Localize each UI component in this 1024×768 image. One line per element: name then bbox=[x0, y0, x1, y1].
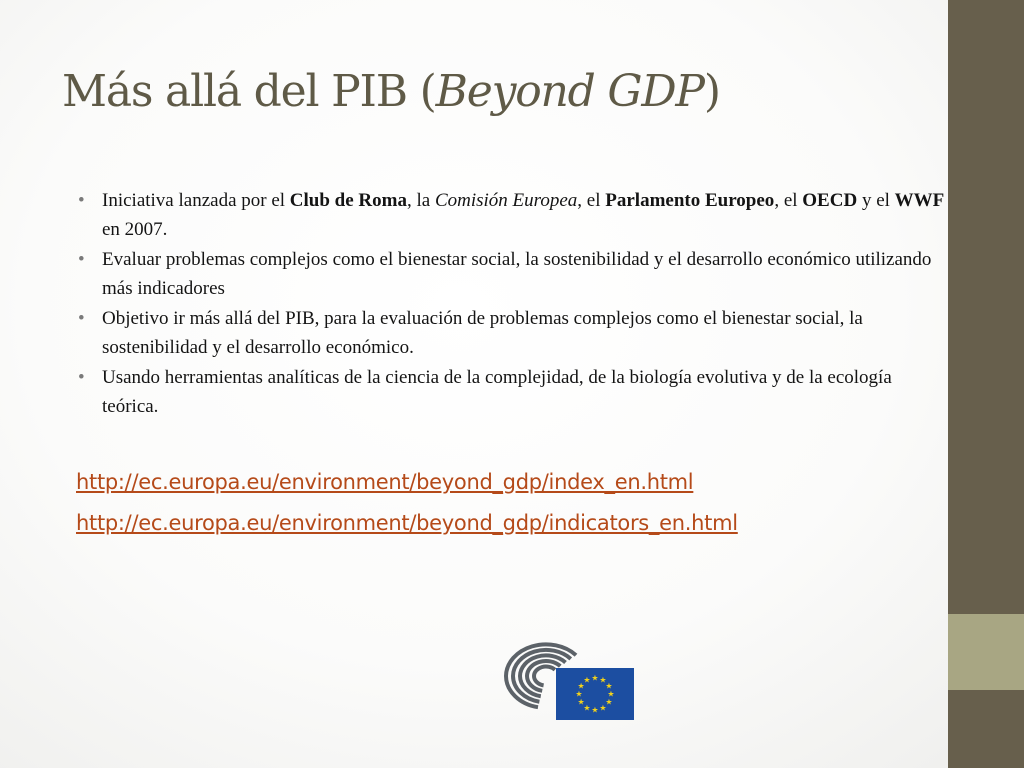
eu-star-icon: ★ bbox=[577, 697, 585, 707]
bullet-text: Usando herramientas analíticas de la ciencia de la complejidad, de la biología evolutiva y de la ecología teórica. bbox=[102, 367, 892, 417]
bullet-text: , el bbox=[774, 190, 803, 211]
eu-star-icon: ★ bbox=[583, 703, 591, 713]
bullet-item bbox=[78, 363, 946, 421]
bullet-dot-icon: • bbox=[78, 308, 85, 329]
title-main: Más allá del PIB ( bbox=[62, 66, 436, 117]
eu-star-icon: ★ bbox=[591, 673, 599, 683]
bullet-text: , el bbox=[577, 190, 606, 211]
eu-star-icon: ★ bbox=[583, 675, 591, 685]
bullet-dot-icon: • bbox=[78, 190, 85, 211]
bullet-text: Objetivo ir más allá del PIB, para la evaluación de problemas complejos como el bienestar social, la sostenibilidad y el desarrollo económico. bbox=[102, 308, 863, 358]
bullet-item bbox=[78, 186, 946, 244]
eu-star-icon: ★ bbox=[577, 681, 585, 691]
bullet-text: Iniciativa lanzada por el bbox=[102, 190, 290, 211]
european-parliament-logo bbox=[458, 622, 638, 722]
slide-title bbox=[62, 66, 720, 117]
title-close: ) bbox=[703, 66, 720, 117]
bullet-item bbox=[78, 304, 946, 362]
eu-star-icon: ★ bbox=[599, 675, 607, 685]
bullet-item bbox=[78, 245, 946, 303]
bullet-text: Parlamento Europeo bbox=[605, 190, 775, 211]
bullet-text: y el bbox=[857, 190, 895, 211]
eu-star-icon: ★ bbox=[605, 697, 613, 707]
link-beyond-gdp-index[interactable]: http://ec.europa.eu/environment/beyond_gdp/index_en.html bbox=[76, 470, 694, 494]
bullet-text: WWF bbox=[894, 190, 945, 211]
eu-star-icon: ★ bbox=[599, 703, 607, 713]
title-italic: Beyond GDP bbox=[435, 66, 704, 117]
eu-star-icon: ★ bbox=[591, 705, 599, 715]
link-list bbox=[76, 462, 738, 544]
link-beyond-gdp-indicators[interactable]: http://ec.europa.eu/environment/beyond_gdp/indicators_en.html bbox=[76, 511, 738, 535]
bullet-text: en 2007. bbox=[102, 219, 168, 240]
bullet-dot-icon: • bbox=[78, 367, 85, 388]
bullet-text: Comisión Europea bbox=[434, 190, 578, 211]
bullet-text: OECD bbox=[802, 190, 858, 211]
bullet-text: Club de Roma bbox=[289, 190, 407, 211]
side-bar-accent bbox=[948, 614, 1024, 690]
bullet-text: Evaluar problemas complejos como el bienestar social, la sostenibilidad y el desarrollo económico utilizando más indicadores bbox=[102, 249, 932, 299]
eu-star-icon: ★ bbox=[575, 689, 583, 699]
bullet-list bbox=[78, 186, 946, 422]
eu-star-icon: ★ bbox=[605, 681, 613, 691]
eu-star-icon: ★ bbox=[607, 689, 615, 699]
bullet-text: , la bbox=[406, 190, 435, 211]
bullet-dot-icon: • bbox=[78, 249, 85, 270]
